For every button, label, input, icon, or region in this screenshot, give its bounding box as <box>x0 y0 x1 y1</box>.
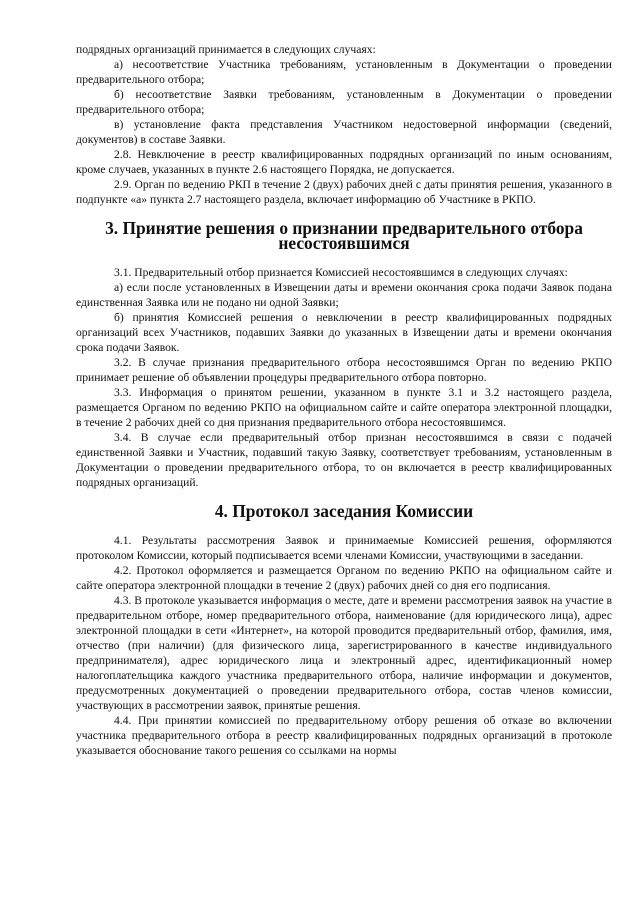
section-3-heading: 3. Принятие решения о признании предварительного отбора несостоявшимся <box>105 218 583 253</box>
section-3-paragraph: 3.4. В случае если предварительный отбор признан несостоявшимся в связи с подачей единственной Заявки и Участник, подавший такую Заявку, соответствует требованиям, установленным в Документации о проведении предварительного отбора, то он включается в реестр квалифицированных подрядных организаций. <box>76 431 612 489</box>
top-paragraph: подрядных организаций принимается в следующих случаях: <box>76 43 376 56</box>
section-4-paragraph: 4.4. При принятии комиссией по предварительному отбору решения об отказе во включении участника предварительного отбора в реестр квалифицированных подрядных организаций в протоколе указывается обоснование такого решения со ссылками на нормы <box>76 714 612 757</box>
top-paragraph: а) несоответствие Участника требованиям, установленным в Документации о проведении предварительного отбора; <box>76 58 612 86</box>
section-4-paragraph: 4.1. Результаты рассмотрения Заявок и принимаемые Комиссией решения, оформляются протоколом Комиссии, который подписывается всеми членами Комиссии, участвующими в заседании. <box>76 534 612 562</box>
top-paragraph: 2.9. Орган по ведению РКП в течение 2 (двух) рабочих дней с даты принятия решения, указанного в подпункте «а» пункта 2.7 настоящего раздела, включает информацию об Участнике в РКПО. <box>76 178 612 206</box>
section-3-paragraph: 3.3. Информация о принятом решении, указанном в пункте 3.1 и 3.2 настоящего раздела, размещается Органом по ведению РКПО на официальном сайте и сайте оператора электронной площадки, в течение 2 рабочих дней со дня признания предварительного отбора несостоявшимся. <box>76 386 612 429</box>
top-paragraph: в) установление факта представления Участником недостоверной информации (сведений, документов) в составе Заявки. <box>76 118 612 146</box>
section-3-paragraph: б) принятия Комиссией решения о невключении в реестр квалифицированных подрядных организаций всех Участников, подавших Заявки до указанных в Извещении даты и времени окончания срока подачи Заявок. <box>76 311 612 354</box>
section-3-paragraph: 3.2. В случае признания предварительного отбора несостоявшимся Орган по ведению РКПО принимает решение об объявлении процедуры предварительного отбора повторно. <box>76 356 612 384</box>
section-3-paragraph: 3.1. Предварительный отбор признается Комиссией несостоявшимся в следующих случаях: <box>114 266 568 279</box>
section-4-paragraph: 4.3. В протоколе указывается информация о месте, дате и времени рассмотрения заявок на участие в предварительном отборе, номер предварительного отбора, наименование (для юридического лица), адрес электронной площадки в сети «Интернет», на которой проводится предварительный отбор, фамилия, имя, отчество (при наличии) (для физического лица, зарегистрированного в качестве индивидуального предпринимателя), адрес юридического лица и электронный адрес, идентификационный номер налогоплательщика каждого участника предварительного отбора, наличие информации и документов, предусмотренных документацией о проведении предварительного отбора, состав членов комиссии, участвующих в рассмотрении заявок, принятые решения. <box>76 594 612 712</box>
section-4-heading: 4. Протокол заседания Комиссии <box>214 501 474 521</box>
top-paragraph: 2.8. Невключение в реестр квалифицированных подрядных организаций по иным основаниям, кроме случаев, указанных в пункте 2.6 настоящего Порядка, не допускается. <box>76 148 612 176</box>
section-3-paragraph: а) если после установленных в Извещении даты и времени окончания срока подачи Заявок подана единственная Заявка или не подано ни одной Заявки; <box>76 281 612 309</box>
section-4-paragraph: 4.2. Протокол оформляется и размещается Органом по ведению РКПО на официальном сайте и сайте оператора электронной площадки в течение 2 (двух) рабочих дней со дня его подписания. <box>76 564 612 592</box>
top-paragraph: б) несоответствие Заявки требованиям, установленным в Документации о проведении предварительного отбора; <box>76 88 612 116</box>
